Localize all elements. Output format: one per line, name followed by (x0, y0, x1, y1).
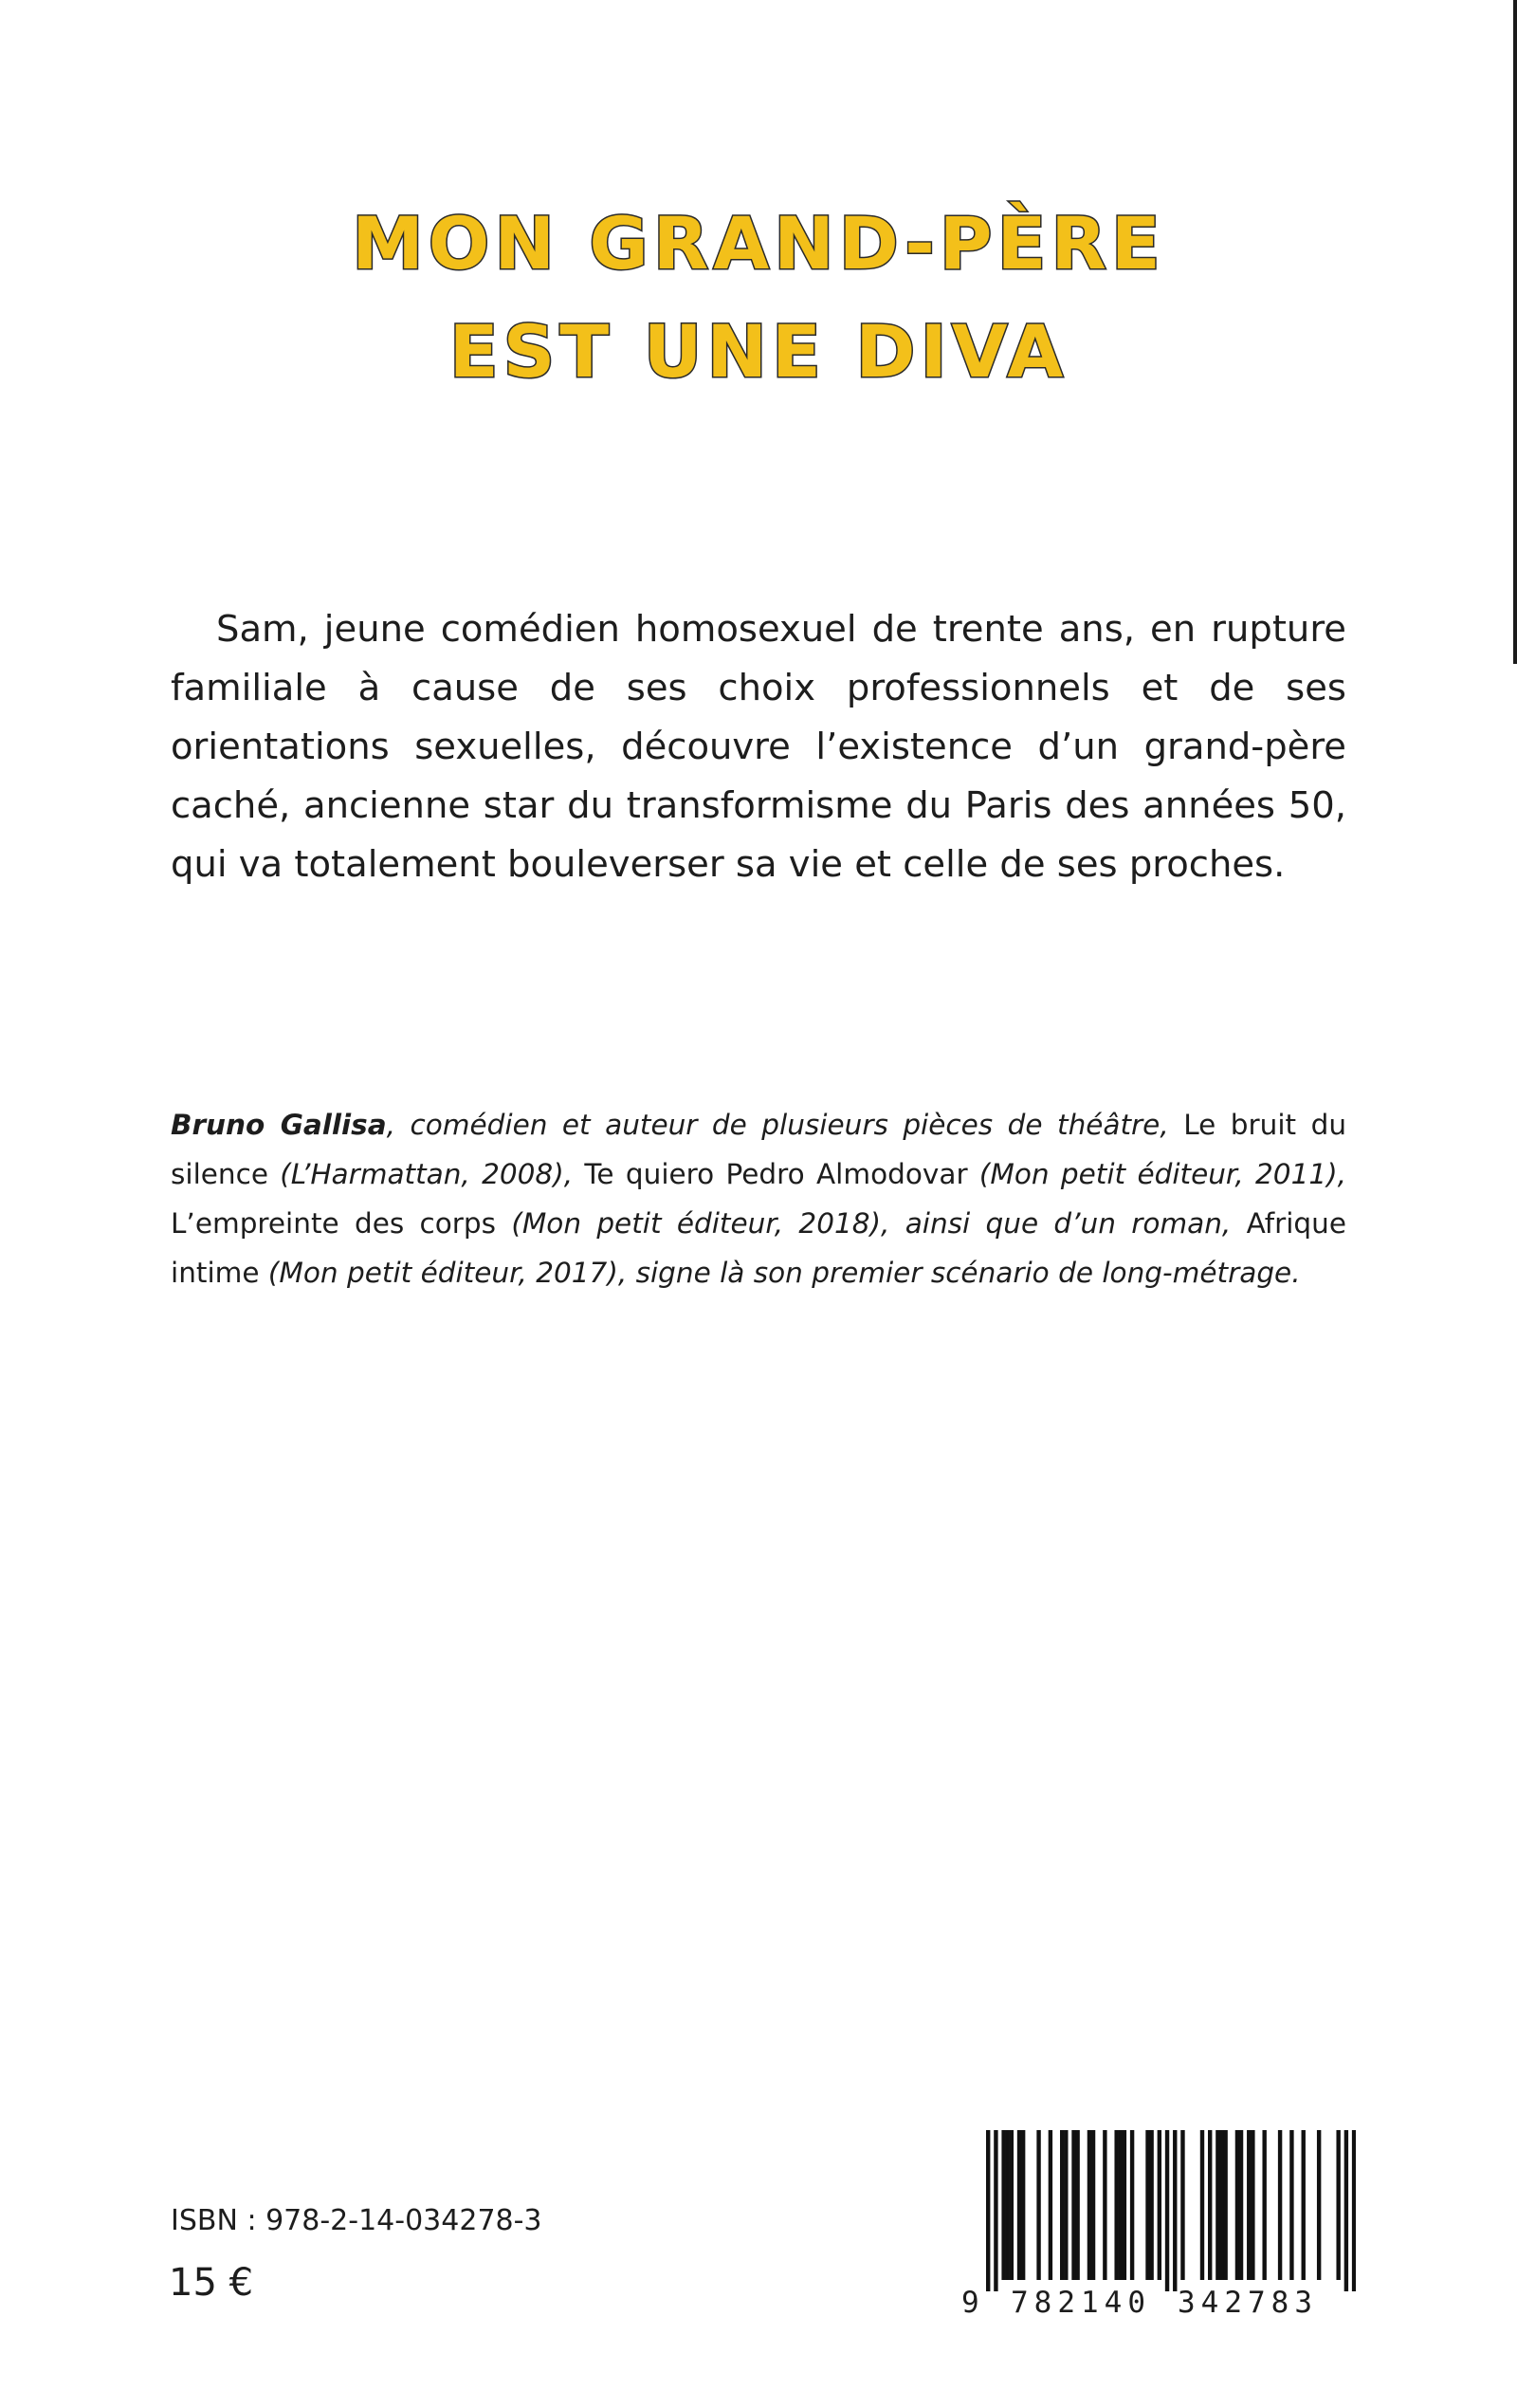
work-title-3: L’empreinte des corps (171, 1207, 497, 1240)
barcode-bar (1036, 2130, 1040, 2280)
barcode-bar (1247, 2130, 1251, 2280)
price-label: 15 € (169, 2261, 254, 2305)
book-title (0, 190, 1517, 406)
barcode-bar (1158, 2130, 1161, 2280)
barcode-bar (1223, 2130, 1227, 2280)
barcode-bar (1123, 2130, 1126, 2280)
barcode-bar (1001, 2130, 1005, 2280)
work-title-2: Te quiero Pedro Almodovar (584, 1158, 968, 1190)
barcode-bar (1165, 2130, 1169, 2291)
barcode-bar (1017, 2130, 1021, 2280)
barcode-lead-digit: 9 (961, 2286, 979, 2320)
work-title-4: Afrique intime (171, 1207, 1347, 1289)
barcode-bar (1087, 2130, 1091, 2280)
barcode-bar (1119, 2130, 1123, 2280)
barcode-bar (1071, 2130, 1075, 2280)
barcode-bar (1352, 2130, 1356, 2291)
barcode-bar (1219, 2130, 1223, 2280)
barcode-bar (1114, 2130, 1118, 2280)
synopsis-paragraph: Sam, jeune comédien homosexuel de trente ans, en rupture familiale à cause de ses choix professionnels et de ses orientations sexuelles, découvre l’existence d’un grand-père caché, ancienne star du transformisme du Paris des années 50, qui va totalement bouleverser sa vie et celle de ses proches. (171, 608, 1346, 886)
bio-text-3: (Mon petit éditeur, 2011), (967, 1158, 1347, 1190)
barcode-bar (1215, 2130, 1219, 2280)
barcode-digits (961, 2286, 1379, 2324)
barcode-bar (1200, 2130, 1204, 2280)
barcode-bar (1060, 2130, 1064, 2280)
barcode-bar (986, 2130, 990, 2291)
isbn-barcode (961, 2109, 1379, 2320)
author-bio-paragraph (171, 1100, 1346, 1297)
barcode-bar (1149, 2130, 1153, 2280)
barcode-right-digits: 342783 (1178, 2286, 1318, 2320)
bio-text-1: , comédien et auteur de plusieurs pièces de théâtre, (386, 1109, 1184, 1141)
barcode-bar (1239, 2130, 1243, 2280)
barcode-bar (1289, 2130, 1293, 2280)
book-title-line-2: EST UNE DIVA (448, 309, 1069, 394)
barcode-bar (1251, 2130, 1254, 2280)
barcode-bar (1262, 2130, 1266, 2280)
barcode-bar (1208, 2130, 1212, 2280)
barcode-bar (1006, 2130, 1010, 2280)
barcode-bar (1235, 2130, 1239, 2280)
barcode-bar (1103, 2130, 1106, 2280)
barcode-bar (1173, 2130, 1177, 2291)
barcode-bar (1091, 2130, 1095, 2280)
barcode-bar (1010, 2130, 1014, 2280)
barcode-bar (1180, 2130, 1184, 2280)
barcode-bar (1317, 2130, 1321, 2280)
barcode-bar (1336, 2130, 1340, 2280)
bio-text-4: (Mon petit éditeur, 2018), ainsi que d’un roman, (496, 1207, 1247, 1240)
barcode-bar (1302, 2130, 1306, 2280)
barcode-bar (1145, 2130, 1149, 2280)
bio-text-5: (Mon petit éditeur, 2017), signe là son premier scénario de long-métrage. (259, 1257, 1301, 1289)
isbn-label: ISBN : 978-2-14-034278-3 (171, 2204, 542, 2237)
barcode-bar (1130, 2130, 1134, 2280)
barcode-bar (1278, 2130, 1282, 2280)
barcode-bars (986, 2130, 1356, 2291)
barcode-bar (1049, 2130, 1052, 2280)
work-title-1: Le bruit du silence (171, 1109, 1347, 1190)
barcode-bar (1344, 2130, 1348, 2291)
barcode-bar (1075, 2130, 1079, 2280)
author-name: Bruno Gallisa (171, 1109, 387, 1141)
barcode-bar (1064, 2130, 1068, 2280)
barcode-left-digits: 782140 (1011, 2286, 1151, 2320)
barcode-bar (994, 2130, 997, 2291)
bio-text-2: (L’Harmattan, 2008), (267, 1158, 585, 1190)
barcode-bar (1021, 2130, 1025, 2280)
book-title-line-1: MON GRAND-PÈRE (352, 201, 1165, 285)
